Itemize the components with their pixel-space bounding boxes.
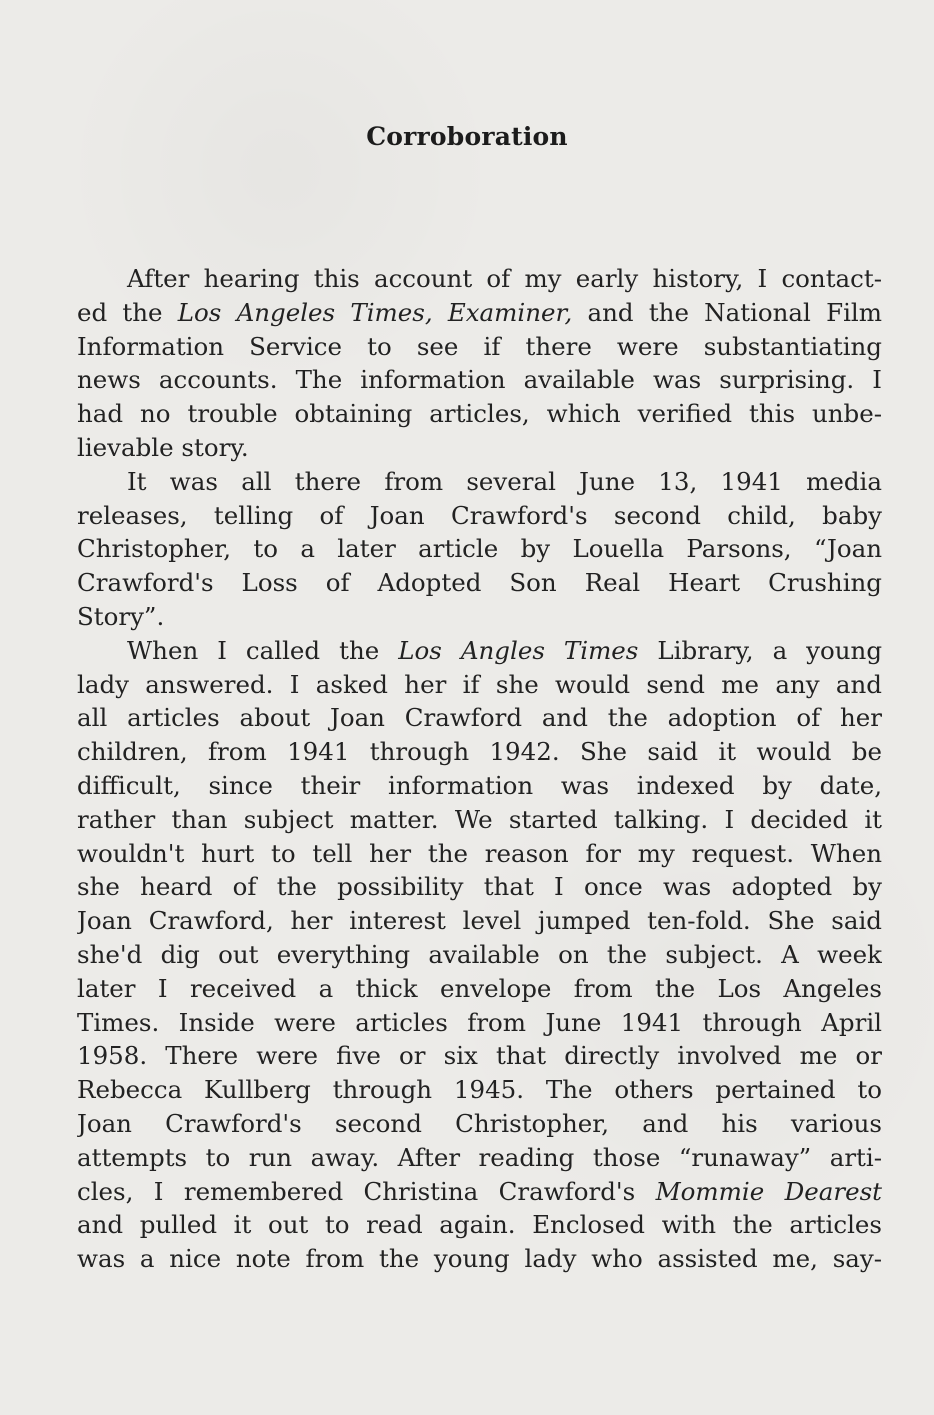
text-segment: Story”.	[77, 601, 165, 631]
body-text	[77, 262, 882, 1276]
text-line	[77, 837, 882, 871]
text-segment: and the National Film	[572, 297, 882, 327]
text-segment: rather than subject matter. We started talking. I decided it	[77, 804, 882, 834]
text-segment: children, from 1941 through 1942. She said it would be	[77, 737, 882, 767]
text-line	[77, 1107, 882, 1141]
text-segment: attempts to run away. After reading those “runaway” arti-	[77, 1142, 882, 1172]
text-segment: releases, telling of Joan Crawford's second child, baby	[77, 500, 882, 530]
text-segment: cles, I remembered Christina Crawford's	[77, 1176, 656, 1206]
text-line	[77, 803, 882, 837]
text-segment: Joan Crawford's second Christopher, and his various	[77, 1108, 882, 1138]
italic-title: Los Angles Times	[398, 635, 639, 665]
text-segment: lievable story.	[77, 432, 249, 462]
text-segment: Crawford's Loss of Adopted Son Real Heart Crushing	[77, 568, 882, 598]
text-segment: Christopher, to a later article by Louella Parsons, “Joan	[77, 534, 882, 564]
text-segment: 1958. There were five or six that directly involved me or	[77, 1041, 882, 1071]
text-line	[77, 600, 882, 634]
text-line	[77, 668, 882, 702]
text-segment: all articles about Joan Crawford and the adoption of her	[77, 703, 882, 733]
text-segment: Library, a young	[638, 635, 882, 665]
text-line	[77, 735, 882, 769]
text-segment: she'd dig out everything available on the subject. A week	[77, 939, 882, 969]
text-line	[77, 465, 882, 499]
text-line	[77, 1141, 882, 1175]
text-segment: After hearing this account of my early history, I contact-	[127, 264, 882, 293]
text-line	[77, 532, 882, 566]
text-line	[77, 431, 882, 465]
text-line	[77, 1073, 882, 1107]
text-segment: difficult, since their information was indexed by date,	[77, 770, 882, 800]
text-line	[77, 769, 882, 803]
text-segment: Rebecca Kullberg through 1945. The others pertained to	[77, 1075, 882, 1105]
text-line	[77, 499, 882, 533]
text-line	[77, 296, 882, 330]
text-line	[77, 938, 882, 972]
text-segment: ed the	[77, 297, 178, 327]
text-line	[77, 1039, 882, 1073]
chapter-heading: Corroboration	[366, 122, 568, 151]
text-segment: she heard of the possibility that I once was adopted by	[77, 872, 882, 902]
text-segment: When I called the	[127, 635, 399, 665]
text-line	[77, 1208, 882, 1242]
text-segment: It was all there from several June 13, 1941 media	[127, 466, 882, 496]
text-line	[77, 1175, 882, 1209]
text-line	[77, 972, 882, 1006]
text-line	[77, 330, 882, 364]
text-segment: Joan Crawford, her interest level jumped ten-fold. She said	[77, 906, 882, 936]
text-line	[77, 870, 882, 904]
text-line	[77, 397, 882, 431]
italic-title: Mommie Dearest	[655, 1176, 882, 1206]
text-line	[77, 1006, 882, 1040]
text-line	[77, 566, 882, 600]
text-line	[77, 363, 882, 397]
italic-title: Los Angeles Times, Examiner,	[177, 297, 573, 327]
text-segment: was a nice note from the young lady who assisted me, say-	[77, 1244, 882, 1274]
text-segment: later I received a thick envelope from the Los Angeles	[77, 973, 882, 1003]
text-segment: news accounts. The information available was surprising. I	[77, 365, 882, 395]
text-line	[77, 262, 882, 296]
text-segment: wouldn't hurt to tell her the reason for my request. When	[77, 838, 882, 868]
text-segment: lady answered. I asked her if she would send me any and	[77, 669, 882, 699]
text-line	[77, 904, 882, 938]
text-segment: Information Service to see if there were substantiating	[77, 331, 882, 361]
text-line	[77, 634, 882, 668]
text-segment: Times. Inside were articles from June 1941 through April	[77, 1007, 882, 1037]
text-segment: had no trouble obtaining articles, which verified this unbe-	[77, 399, 882, 429]
text-line	[77, 701, 882, 735]
text-segment: and pulled it out to read again. Enclosed with the articles	[77, 1210, 882, 1240]
text-line	[77, 1242, 882, 1276]
